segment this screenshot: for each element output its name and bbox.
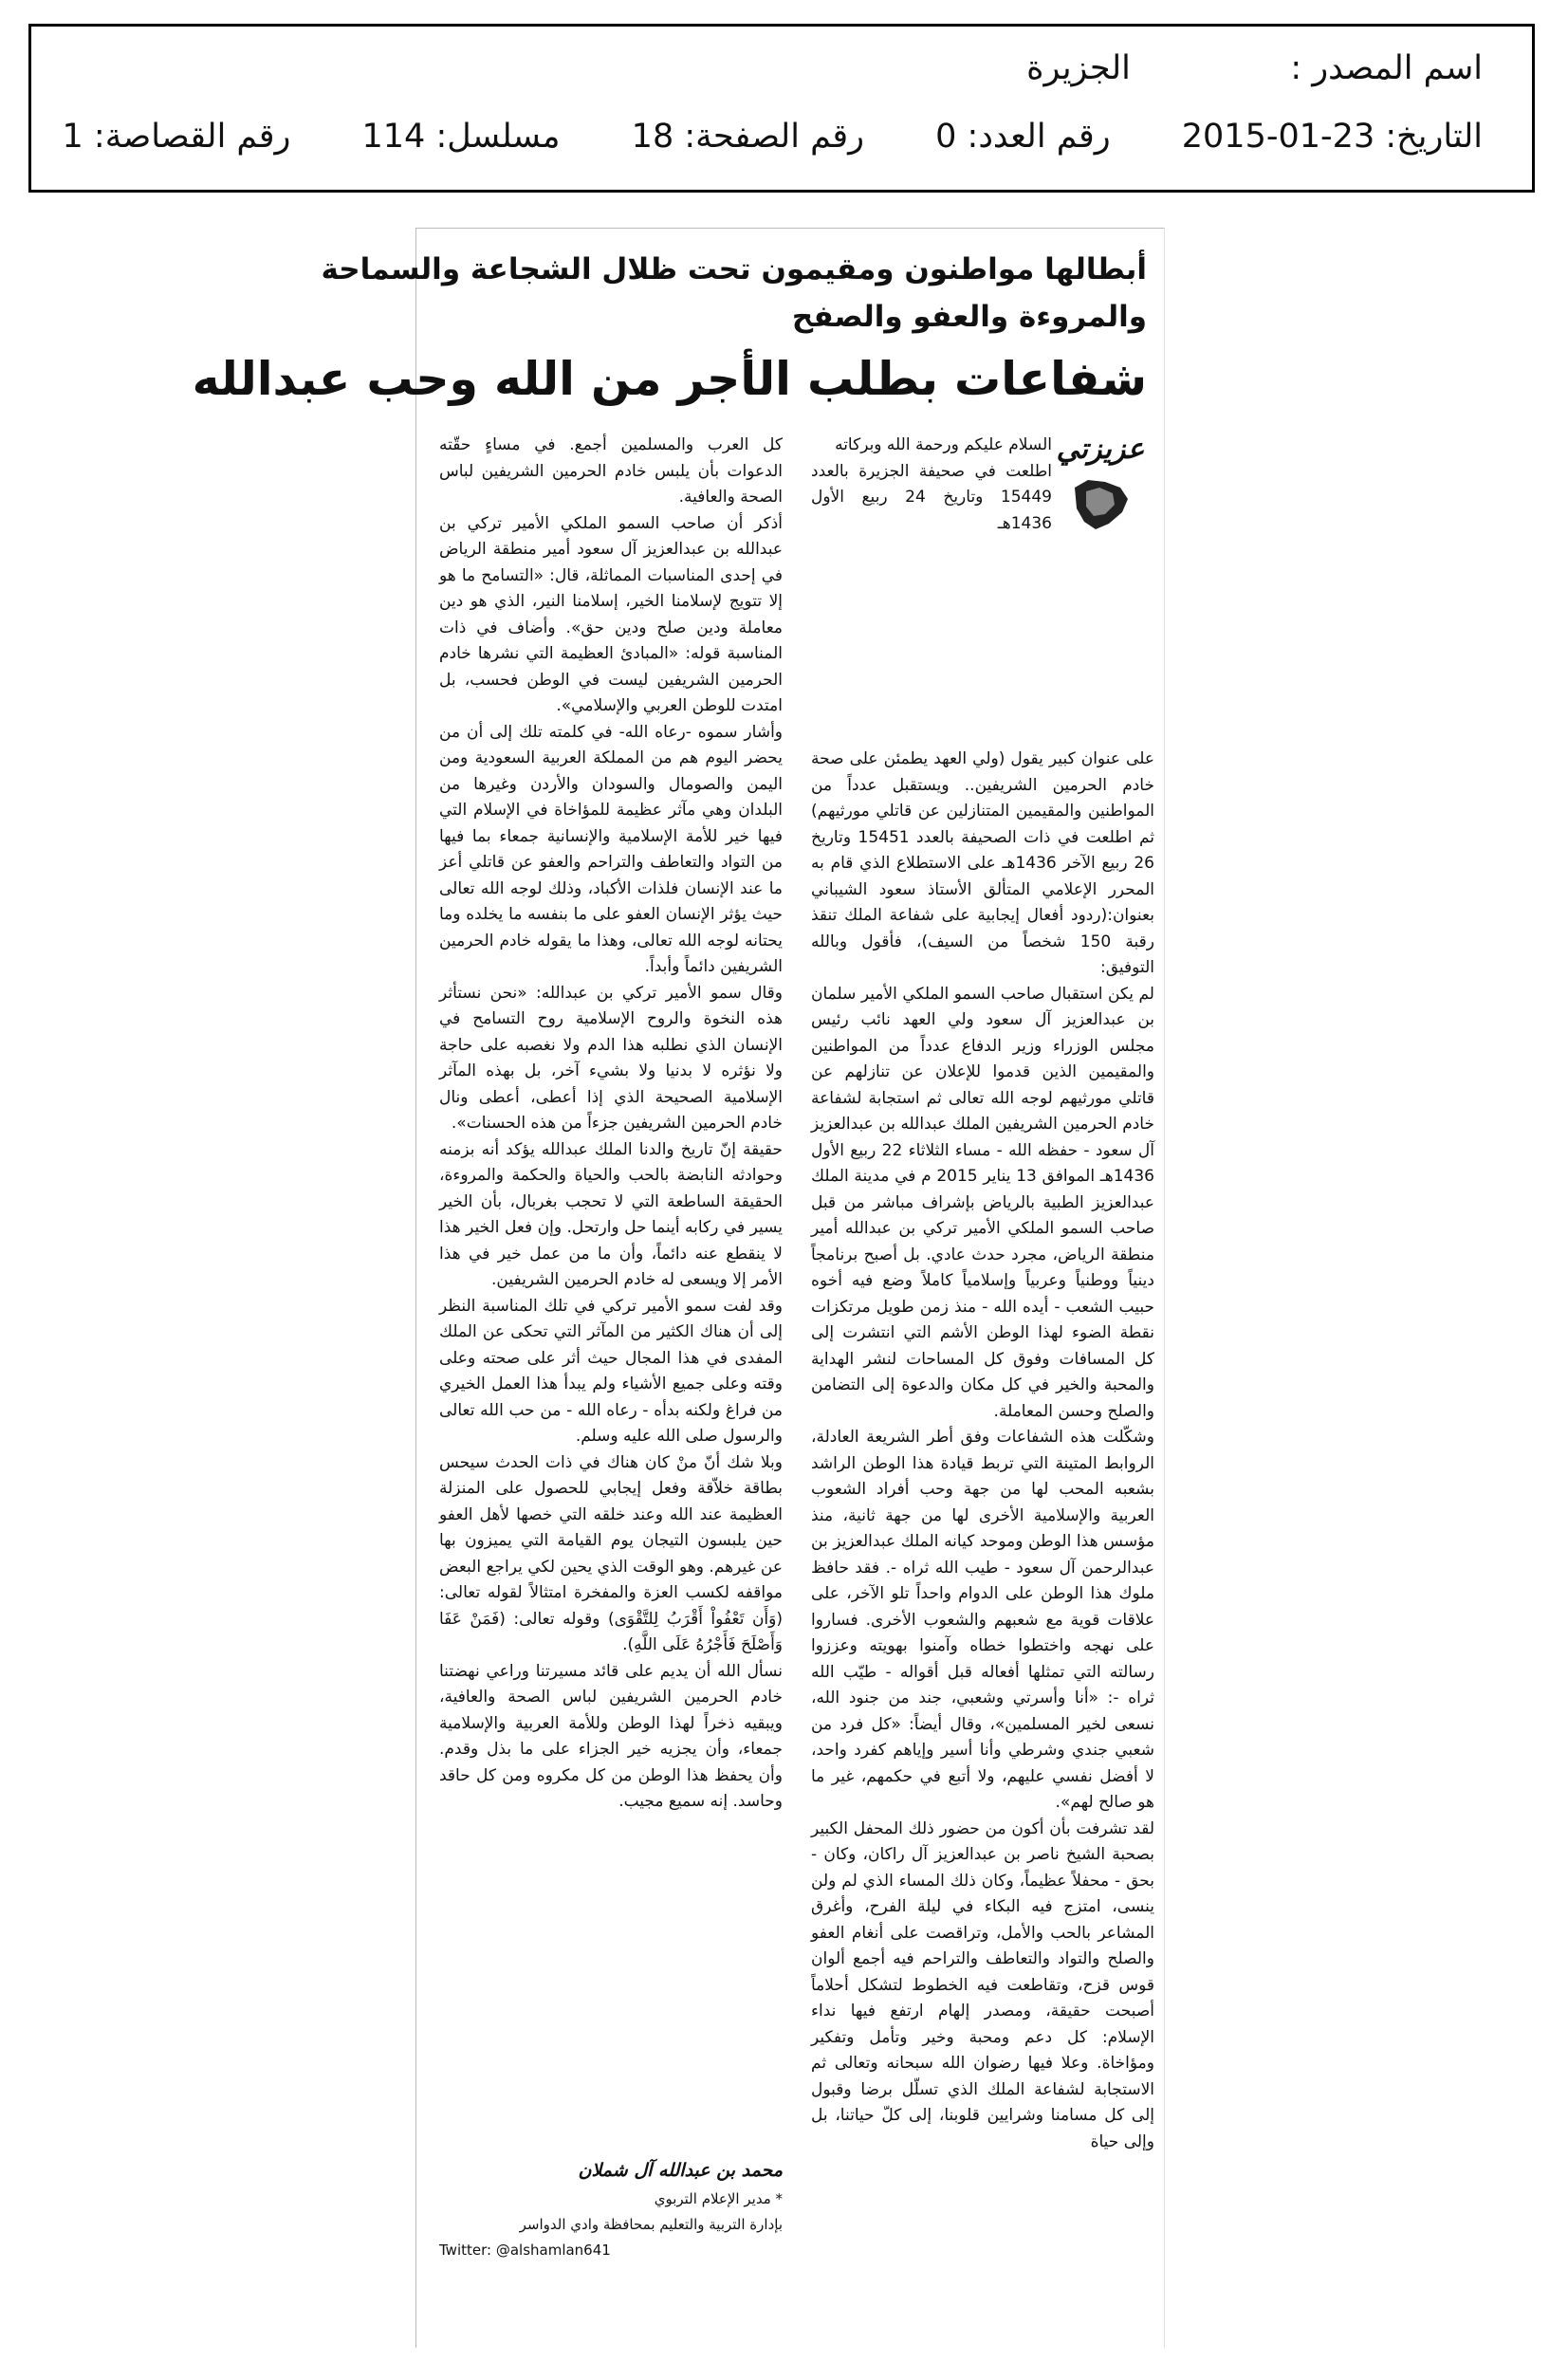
map-silhouette-icon xyxy=(1067,474,1134,535)
author-name: محمد بن عبدالله آل شملان xyxy=(578,2160,783,2181)
paragraph: نسأل الله أن يديم على قائد مسيرتنا وراعي نهضتنا خادم الحرمين الشريفين لباس الصحة والعافية، ويبقيه ذخراً لهذا الوطن وللأمة العربية والإسلامية جمعاء، وأن يجزيه خير الجزاء على ما بذل وقدم. وأن يحفظ هذا الوطن من كل مكروه ومن كل حاقد وحاسد. إنه سميع مجيب. xyxy=(439,1661,783,1811)
date-field: التاريخ: 23-01-2015 xyxy=(1181,118,1483,156)
paragraph: لم يكن استقبال صاحب السمو الملكي الأمير سلمان بن عبدالعزيز آل سعود ولي العهد نائب رئيس مجلس الوزراء وزير الدفاع عدداً من المواطنين والمقيمين الذين قدموا للإعلان عن تنازلهم عن قاتلي مورثيهم لوجه الله تعالى ثم استجابة لشفاعة خادم الحرمين الشريفين الملك عبدالله بن عبدالعزيز آل سعود - حفظه الله - مساء الثلاثاء 22 ربيع الأول 1436هـ الموافق 13 يناير 2015 م في مدينة الملك عبدالعزيز الطبية بالرياض بإشراف مباشر من قبل صاحب السمو الملكي الأمير تركي بن عبدالله أمير منطقة الرياض، مجرد حدث عادي. بل أصبح برنامجاً دينياً ووطنياً وعربياً وإسلامياً كاملاً وضع فيه أخوه حبيب الشعب - أيده الله - منذ زمن طويل مرتكزات نقطة الضوء لهذا الوطن الأشم التي انتشرت إلى كل المسافات وفوق كل المساحات لنشر الهداية والمحبة والخير في كل مكان والدعوة إلى التضامن والصلح وحسن المعاملة. xyxy=(811,984,1154,1421)
section-logo xyxy=(1048,433,1153,546)
author-role: * مدير الإعلام التربوي xyxy=(654,2190,783,2207)
source-row xyxy=(1026,49,1483,87)
clip-number-field: رقم القصاصة: 1 xyxy=(62,118,291,156)
author-block xyxy=(439,2154,783,2263)
newspaper-clipping xyxy=(192,228,1165,2348)
right-column xyxy=(811,747,1154,2155)
source-value: الجزيرة xyxy=(1026,49,1131,87)
source-label: اسم المصدر : xyxy=(1290,49,1483,87)
author-organization: بإدارة التربية والتعليم بمحافظة وادي الدواسر xyxy=(519,2216,783,2233)
paragraph: وبلا شك أنّ منْ كان هناك في ذات الحدث سيحس بطاقة خلاّقة وفعل إيجابي للحصول على المنزلة العظيمة عند الله وعند خلقه التي خصها لأهل العفو حين يلبسون التيجان يوم القيامة التي يميزون بها عن غيرهم. وهو الوقت الذي يحين لكي يراجع البعض مواقفه لكسب العزة والمفخرة امتثالاً لقوله تعالى: (وَأَن تَعْفُواْ أَقْرَبُ لِلتَّقْوَى) وقوله تعالى: (فَمَنْ عَفَا وَأَصْلَحَ فَأَجْرُهُ عَلَى اللَّهِ). xyxy=(439,1452,783,1654)
left-column xyxy=(439,433,783,1816)
kicker-line-1: أبطالها مواطنون ومقيمون تحت ظلال الشجاعة والسماحة xyxy=(321,252,1147,286)
paragraph: حقيقة إنّ تاريخ والدنا الملك عبدالله يؤكد أنه بزمنه وحوادثه النابضة بالحب والحياة والحكمة والمروءة، الحقيقة الساطعة التي لا تحجب بغربال، بأن الخير يسير في ركابه أينما حل وارتحل. وإن فعل الخير هذا لا ينقطع عنه دائماً، وأن ما من عمل خير في هذا الأمر إلا ويسعى له خادم الحرمين الشريفين. xyxy=(439,1139,783,1289)
paragraph: السلام عليكم ورحمة الله وبركاته xyxy=(835,435,1052,454)
clipping-info-box xyxy=(28,24,1535,193)
meta-row xyxy=(63,118,1483,156)
issue-field: رقم العدد: 0 xyxy=(935,118,1111,156)
paragraph: على عنوان كبير يقول (ولي العهد يطمئن على صحة خادم الحرمين الشريفين.. ويستقبل عدداً من المواطنين والمقيمين المتنازلين عن قاتلي مورثيهم) ثم اطلعت في ذات الصحيفة بالعدد 15451 وتاريخ 26 ربيع الآخر 1436هـ على الاستطلاع الذي قام به المحرر الإعلامي المتألق الأستاذ سعود الشيباني بعنوان:(ردود أفعال إيجابية على شفاعة الملك تنقذ رقبة 150 شخصاً من السيف)، فأقول وبالله التوفيق: xyxy=(811,749,1155,977)
serial-field: مسلسل: 114 xyxy=(361,118,561,156)
paragraph: وقد لفت سمو الأمير تركي في تلك المناسبة النظر إلى أن هناك الكثير من المآثر التي تحكى عن الملك المفدى في هذا المجال حيث أثر على صحته وعلى وقته وعلى جميع الأشياء ولم يبدأ هذا العمل الخيري من فراغ ولكنه بدأه - رعاه الله - من حب الله تعالى والرسول صلى الله عليه وسلم. xyxy=(439,1296,783,1446)
article-headline: شفاعات بطلب الأجر من الله وحب عبدالله xyxy=(192,352,1147,406)
paragraph: أذكر أن صاحب السمو الملكي الأمير تركي بن عبدالله بن عبدالعزيز آل سعود أمير منطقة الرياض في إحدى المناسبات المماثلة، قال: «التسامح ما هو إلا تتويج لإسلامنا الخير، إسلامنا النير، الذي هو دين معاملة ودين صلح ودين حق». وأضاف في ذات المناسبة قوله: «المبادئ العظيمة التي نشرها خادم الحرمين الشريفين ليست في الوطن فحسب، بل امتدت للوطن العربي والإسلامي». xyxy=(439,513,783,715)
paragraph: وشكّلت هذه الشفاعات وفق أطر الشريعة العادلة، الروابط المتينة التي تربط قيادة هذا الوطن الراشد بشعبه المحب لها من جهة وحب أفراد الشعوب العربية والإسلامية الأخرى لها من جهة ثانية، منذ مؤسس هذا الوطن وموحد كيانه الملك عبدالعزيز بن عبدالرحمن آل سعود - طيب الله ثراه -. فقد حافظ ملوك هذا الوطن على الدوام واحداً تلو الآخر، على علاقات قوية مع شعبهم والشعوب الأخرى. فساروا على نهجه واختطوا خطاه وآمنوا بهويته وعززوا رسالته التي تمثلها أفعاله قبل أقواله - طيّب الله ثراه -: «أنا وأسرتي وشعبي، جند من جنود الله، نسعى لخير المسلمين»، وقال أيضاً: «كل فرد من شعبي جندي وشرطي وأنا أسير وإياهم كفرد واحد، لا أفضل نفسي عليهم، ولا أتبع في حكمهم، غير ما هو صالح لهم». xyxy=(811,1428,1154,1812)
paragraph: اطلعت في صحيفة الجزيرة بالعدد 15449 وتاريخ 24 ربيع الأول 1436هـ xyxy=(811,461,1053,533)
intro-text xyxy=(811,433,1052,537)
kicker-line-2: والمروءة والعفو والصفح xyxy=(791,300,1147,334)
paragraph: وقال سمو الأمير تركي بن عبدالله: «نحن نستأثر هذه النخوة والروح الإسلامية روح التسامح في الإنسان الذي نطلبه هذا الدم ولا نغصبه على حاجة ولا نؤثره لا بدنيا ولا بشيء آخر، بل بهذه المآثر الإسلامية الصحيحة الذي إذا أعطى، أعطى ونال خادم الحرمين الشريفين جزءاً من هذه الحسنات». xyxy=(439,983,783,1133)
paragraph: وأشار سموه -رعاه الله- في كلمته تلك إلى أن من يحضر اليوم هم من المملكة العربية السعودية ومن اليمن والصومال والسودان والأردن وغيرها من البلدان وهي مآثر عظيمة للمؤاخاة في الإسلام التي فيها خير للأمة الإسلامية والإنسانية جمعاء بما فيها من التواد والتعاطف والتراحم والعفو عن قاتلي أعز ما عند الإنسان فلذات الأكباد، وذلك لوجه الله تعالى حيث يؤثر الإنسان العفو على ما بنفسه ما يخلده وما يحتانه لوجه الله تعالى، وهذا ما يقوله خادم الحرمين الشريفين دائماً وأبداً. xyxy=(439,722,783,976)
author-twitter: Twitter: @alshamlan641 xyxy=(439,2242,611,2259)
paragraph: لقد تشرفت بأن أكون من حضور ذلك المحفل الكبير بصحبة الشيخ ناصر بن عبدالعزيز آل راكان، وكان - بحق - محفلاً عظيماً، وكان ذلك المساء الذي لم ولن ينسى، امتزج فيه البكاء في ليلة الفرح، وأغرق المشاعر بالحب والأمل، وتراقصت على أنغام العفو والصلح والتواد والتعاطف والتراحم فيه أجمع ألوان قوس قزح، وتقاطعت فيه الخطوط لتشكل أحلاماً أصبحت حقيقة، ومصدر إلهام ارتفع فيها نداء الإسلام: كل دعم ومحبة وخير وتأمل وتفكير ومؤاخاة. وعلا فيها رضوان الله سبحانه وتعالى ثم الاستجابة لشفاعة الملك الذي تسلّل برضا وقبول إلى كل مسامنا وشرايين قلوبنا، إلى كلّ حياتنا، بل وإلى حياة xyxy=(811,1818,1154,2151)
page-field: رقم الصفحة: 18 xyxy=(631,118,864,156)
paragraph: كل العرب والمسلمين أجمع. في مساءٍ حقّته الدعوات بأن يلبس خادم الحرمين الشريفين لباس الصحة والعافية. xyxy=(439,435,783,507)
section-logo-text: عزيزتي xyxy=(1056,433,1145,466)
